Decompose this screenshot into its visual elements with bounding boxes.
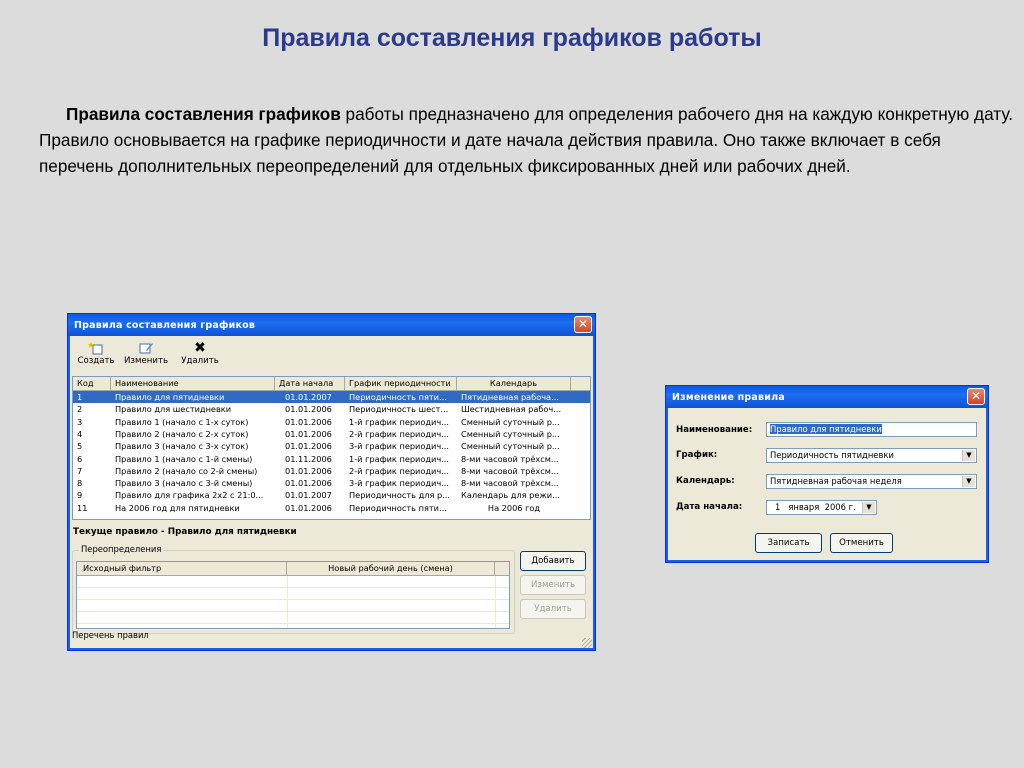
window-title: Правила составления графиков — [74, 320, 256, 331]
row-start-date: 01.01.2006 — [285, 404, 332, 415]
table-row[interactable] — [73, 502, 590, 514]
paragraph-text: работы предназначено для определения рабочего дня на каждую конкретную дату. Правило основывается на графике периодичности и дате начала действия правила. Оно также включает в себя перечень дополнительных переопределений для отдельных фиксированных дней или рабочих дней. — [39, 104, 1013, 176]
dialog-title: Изменение правила — [672, 392, 785, 403]
col-calendar[interactable]: Календарь — [457, 377, 571, 390]
close-button[interactable] — [574, 316, 592, 333]
row-calendar: На 2006 год — [487, 502, 541, 513]
col-name[interactable]: Наименование — [111, 377, 275, 390]
calendar-select[interactable] — [766, 474, 977, 489]
row-name: Правило 1 (начало с 1-й смены) — [115, 453, 253, 464]
table-row[interactable] — [73, 489, 590, 501]
row-name: Правило для пятидневки — [115, 392, 225, 402]
rules-table-header — [73, 377, 590, 391]
table-row[interactable] — [73, 391, 590, 403]
row-start-date: 01.01.2007 — [285, 392, 332, 402]
chevron-down-icon[interactable]: ▼ — [962, 450, 975, 461]
row-schedule: Периодичность для р... — [349, 490, 451, 501]
delete-button[interactable] — [178, 341, 222, 366]
name-value: Правило для пятидневки — [770, 424, 882, 434]
row-calendar: Пятидневная рабоча... — [461, 392, 559, 402]
row-calendar: Сменный суточный р... — [461, 441, 560, 452]
col-new-workday[interactable]: Новый рабочий день (смена) — [287, 562, 495, 575]
table-row[interactable] — [73, 477, 590, 489]
row-schedule: 1-й график периодич... — [349, 453, 450, 464]
edit-rule-dialog — [665, 385, 989, 563]
row-code: 11 — [77, 502, 88, 513]
row-code: 1 — [77, 392, 83, 402]
row-code: 8 — [77, 478, 83, 489]
row-code: 6 — [77, 453, 83, 464]
create-label: Создать — [77, 356, 115, 366]
row-schedule: Периодичность шест... — [349, 404, 449, 415]
window-titlebar[interactable] — [68, 314, 595, 336]
slide-paragraph — [39, 101, 1014, 179]
row-name: Правило 2 (начало со 2-й смены) — [115, 465, 258, 476]
date-month[interactable]: января — [788, 502, 820, 512]
add-override-button[interactable]: Добавить — [520, 551, 586, 571]
delete-icon: ✖ — [194, 340, 206, 356]
row-calendar: 8-ми часовой трёхсм... — [461, 465, 559, 476]
overrides-table — [76, 561, 510, 629]
cancel-button[interactable]: Отменить — [830, 533, 893, 553]
close-icon: ✕ — [970, 389, 982, 403]
slide-title: Правила составления графиков работы — [262, 24, 762, 52]
row-calendar: Сменный суточный р... — [461, 428, 560, 439]
status-bar: Перечень правил — [72, 630, 149, 640]
row-schedule: Периодичность пяти... — [349, 392, 447, 402]
calendar-label: Календарь: — [676, 476, 735, 486]
create-button[interactable] — [76, 341, 116, 366]
row-schedule: 3-й график периодич... — [349, 441, 450, 452]
col-code[interactable]: Код — [73, 377, 111, 390]
rules-window — [67, 313, 596, 651]
row-schedule: 2-й график периодич... — [349, 428, 450, 439]
grid-divider — [495, 576, 496, 628]
row-calendar: 8-ми часовой трёхсм... — [461, 453, 559, 464]
schedule-label: График: — [676, 450, 718, 460]
row-code: 9 — [77, 490, 83, 501]
edit-icon — [123, 341, 169, 356]
row-name: На 2006 год для пятидневки — [115, 502, 240, 513]
paragraph-bold: Правила составления графиков — [66, 104, 341, 124]
row-schedule: 2-й график периодич... — [349, 465, 450, 476]
overrides-group — [72, 544, 515, 634]
dialog-close-button[interactable] — [967, 388, 985, 405]
row-code: 7 — [77, 465, 83, 476]
row-code: 5 — [77, 441, 83, 452]
overrides-table-body — [77, 576, 509, 628]
row-start-date: 01.01.2006 — [285, 441, 332, 452]
row-name: Правило для графика 2x2 с 21:0... — [115, 490, 264, 501]
edit-override-button[interactable]: Изменить — [520, 575, 586, 595]
close-icon: ✕ — [577, 317, 589, 331]
table-row[interactable] — [73, 416, 590, 428]
schedule-select[interactable] — [766, 448, 977, 463]
current-rule-label: Текуще правило - Правило для пятидневки — [73, 527, 297, 537]
name-label: Наименование: — [676, 425, 753, 435]
calendar-value: Пятидневная рабочая неделя — [770, 476, 902, 486]
row-start-date: 01.11.2006 — [285, 453, 332, 464]
row-schedule: 3-й график периодич... — [349, 478, 450, 489]
col-start-date[interactable]: Дата начала — [275, 377, 345, 390]
table-row[interactable] — [73, 428, 590, 440]
row-name: Правило для шестидневки — [115, 404, 232, 415]
create-icon — [76, 341, 116, 356]
name-field[interactable] — [766, 422, 977, 437]
overrides-group-label: Переопределения — [81, 544, 162, 554]
dialog-titlebar[interactable] — [666, 386, 988, 408]
rules-table — [72, 376, 591, 520]
date-year[interactable]: 2006 г. — [824, 502, 856, 512]
row-name: Правило 3 (начало с 3-х суток) — [115, 441, 249, 452]
date-label: Дата начала: — [676, 502, 743, 512]
start-date-picker[interactable] — [766, 500, 877, 515]
row-start-date: 01.01.2006 — [285, 428, 332, 439]
delete-label: Удалить — [181, 356, 219, 366]
row-start-date: 01.01.2007 — [285, 490, 332, 501]
delete-override-button[interactable]: Удалить — [520, 599, 586, 619]
row-name: Правило 3 (начало с 3-й смены) — [115, 478, 253, 489]
schedule-value: Периодичность пятидневки — [770, 450, 894, 460]
table-row[interactable] — [73, 403, 590, 415]
row-name: Правило 2 (начало с 2-х суток) — [115, 428, 249, 439]
row-schedule: Периодичность пяти... — [349, 502, 447, 513]
edit-button[interactable] — [123, 341, 169, 366]
row-code: 3 — [77, 416, 83, 427]
row-calendar: Календарь для режи... — [461, 490, 560, 501]
row-start-date: 01.01.2006 — [285, 502, 332, 513]
row-code: 2 — [77, 404, 83, 415]
table-row[interactable] — [73, 453, 590, 465]
col-source-filter[interactable]: Исходный фильтр — [77, 562, 287, 575]
save-button[interactable]: Записать — [755, 533, 822, 553]
row-calendar: 8-ми часовой трёхсм... — [461, 478, 559, 489]
row-start-date: 01.01.2006 — [285, 478, 332, 489]
resize-grip-icon[interactable] — [582, 638, 592, 648]
row-name: Правило 1 (начало с 1-х суток) — [115, 416, 249, 427]
row-calendar: Сменный суточный р... — [461, 416, 560, 427]
row-code: 4 — [77, 428, 83, 439]
edit-label: Изменить — [123, 356, 169, 366]
table-row[interactable] — [73, 440, 590, 452]
chevron-down-icon[interactable]: ▼ — [862, 502, 875, 513]
chevron-down-icon[interactable]: ▼ — [962, 476, 975, 487]
table-row[interactable] — [73, 465, 590, 477]
col-schedule[interactable]: График периодичности — [345, 377, 457, 390]
overrides-table-header — [77, 562, 509, 576]
date-day[interactable]: 1 — [775, 502, 781, 512]
row-start-date: 01.01.2006 — [285, 416, 332, 427]
grid-divider — [287, 576, 288, 628]
row-schedule: 1-й график периодич... — [349, 416, 450, 427]
row-calendar: Шестидневная рабоч... — [461, 404, 562, 415]
row-start-date: 01.01.2006 — [285, 465, 332, 476]
